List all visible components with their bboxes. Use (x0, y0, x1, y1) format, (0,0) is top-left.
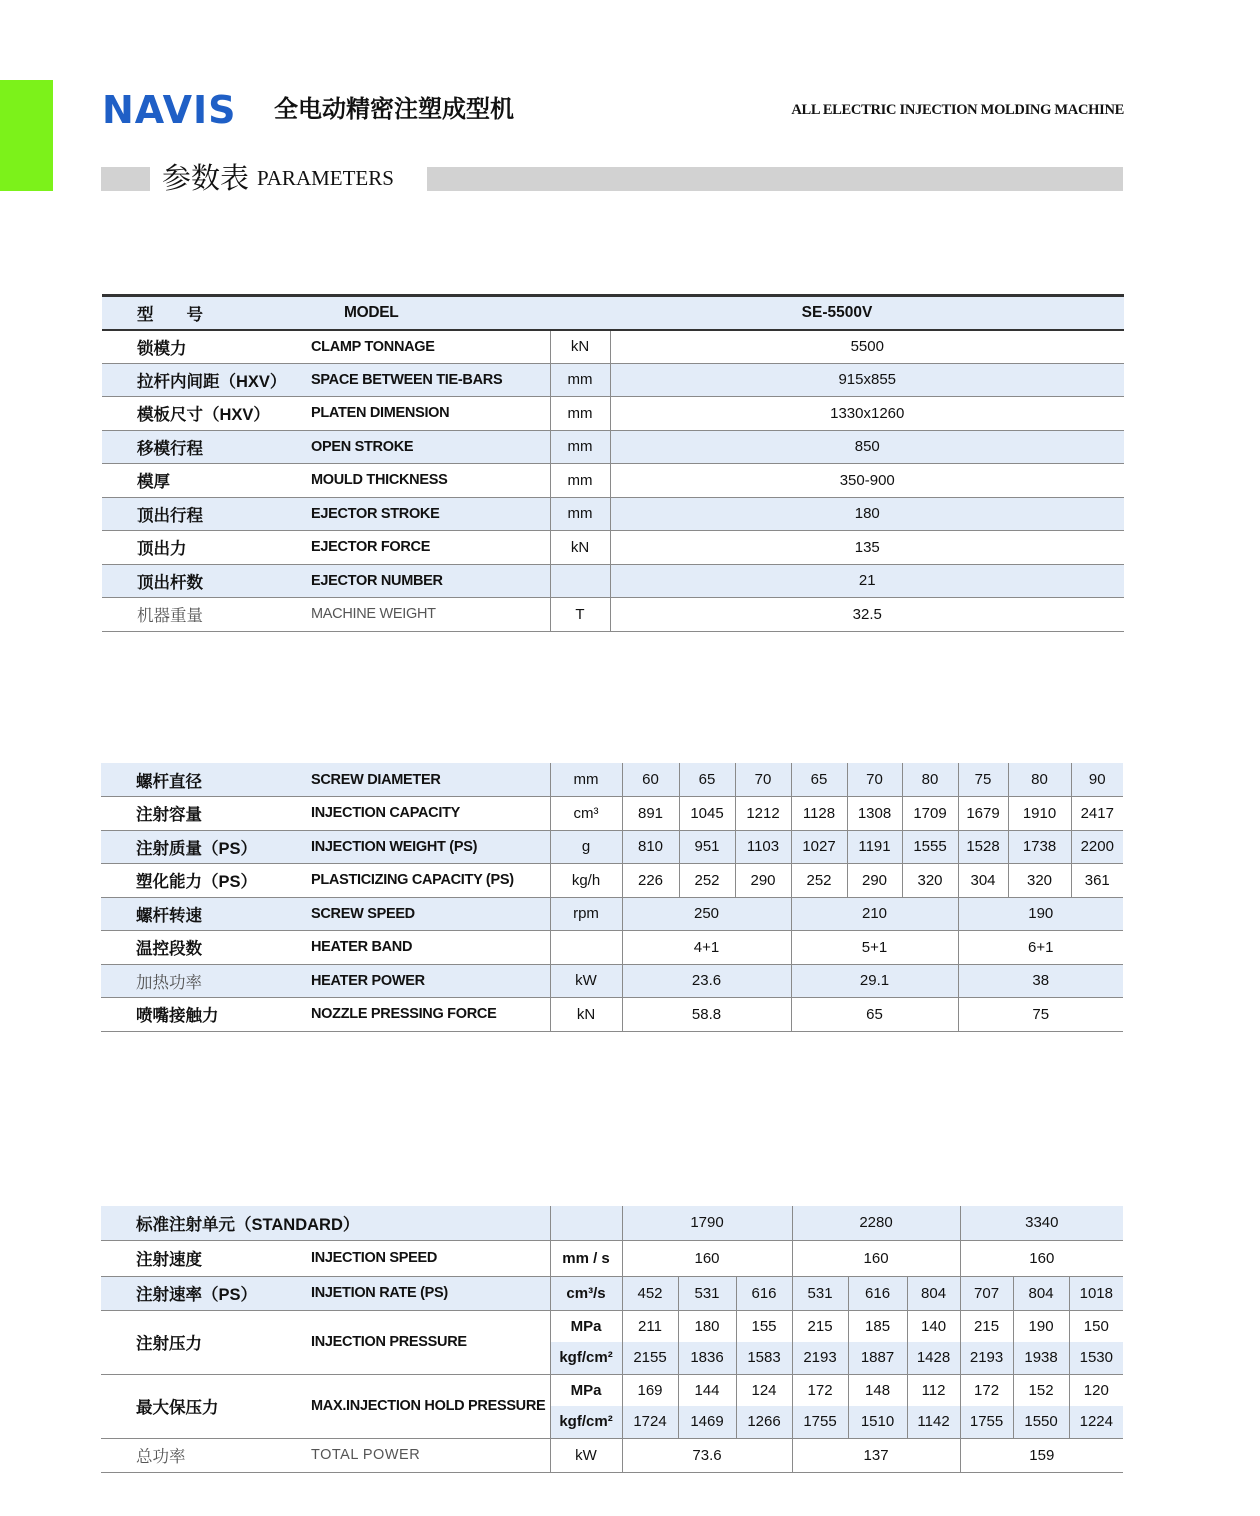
param-value: 1887 (848, 1342, 907, 1374)
param-unit: kgf/cm² (550, 1342, 622, 1374)
param-value: 1938 (1013, 1342, 1069, 1374)
param-value: 5+1 (791, 931, 958, 965)
param-unit: rpm (550, 897, 622, 931)
param-unit: mm (550, 397, 610, 431)
param-name-en: CLAMP TONNAGE (311, 330, 550, 364)
param-unit: mm (550, 763, 622, 797)
param-value: 160 (792, 1240, 960, 1276)
param-name-en: MOULD THICKNESS (311, 464, 550, 498)
param-value: 804 (1013, 1276, 1069, 1310)
screw-param-row (101, 797, 1123, 831)
param-value: 320 (1008, 864, 1071, 898)
param-value: 160 (622, 1240, 792, 1276)
param-value: 80 (1008, 763, 1071, 797)
model-label-en: MODEL (311, 296, 550, 330)
param-name-cn: 移模行程 (102, 430, 311, 464)
param-value: 304 (958, 864, 1008, 898)
param-name-en: PLATEN DIMENSION (311, 397, 550, 431)
param-unit: MPa (550, 1374, 622, 1406)
param-value: 1266 (736, 1406, 792, 1438)
param-value: 1738 (1008, 830, 1071, 864)
param-unit: mm (550, 497, 610, 531)
param-name-en: NOZZLE PRESSING FORCE (311, 998, 550, 1032)
param-name-cn: 机器重量 (102, 598, 311, 632)
param-value: 250 (622, 897, 791, 931)
param-value: 616 (848, 1276, 907, 1310)
param-row (102, 363, 1124, 397)
param-value: 252 (791, 864, 847, 898)
param-value: 2200 (1071, 830, 1123, 864)
param-name-cn: 温控段数 (101, 931, 311, 965)
param-name-cn: 塑化能力（PS） (101, 864, 311, 898)
param-value: 29.1 (791, 964, 958, 998)
param-value: 2155 (622, 1342, 678, 1374)
param-unit: kN (550, 330, 610, 364)
param-value: 350-900 (610, 464, 1124, 498)
param-value: 135 (610, 531, 1124, 565)
section-title-en: PARAMETERS (257, 166, 394, 190)
param-value: 120 (1069, 1374, 1123, 1406)
param-name-en: HEATER POWER (311, 964, 550, 998)
param-value: 252 (679, 864, 735, 898)
param-name-cn: 喷嘴接触力 (101, 998, 311, 1032)
param-unit: kW (550, 1438, 622, 1472)
param-value: 215 (960, 1310, 1013, 1342)
standard-size-value: 2280 (792, 1206, 960, 1240)
param-value: 124 (736, 1374, 792, 1406)
param-value: 1330x1260 (610, 397, 1124, 431)
heater-param-row (101, 998, 1123, 1032)
param-value: 180 (678, 1310, 736, 1342)
param-name-cn: 总功率 (101, 1438, 311, 1472)
heater-param-row (101, 931, 1123, 965)
param-value: 2417 (1071, 797, 1123, 831)
param-unit: mm (550, 430, 610, 464)
param-name-cn: 最大保压力 (101, 1374, 311, 1438)
param-name-cn: 顶出杆数 (102, 564, 311, 598)
param-value: 73.6 (622, 1438, 792, 1472)
param-value: 1045 (679, 797, 735, 831)
param-value: 951 (679, 830, 735, 864)
param-value: 1469 (678, 1406, 736, 1438)
green-side-tab (0, 80, 53, 191)
param-name-cn: 螺杆转速 (101, 897, 311, 931)
param-name-cn: 加热功率 (101, 964, 311, 998)
param-name-cn: 拉杆内间距（HXV） (102, 363, 311, 397)
heater-param-row (101, 897, 1123, 931)
param-name-cn: 注射速率（PS） (101, 1276, 311, 1310)
param-value: 1530 (1069, 1342, 1123, 1374)
param-value: 65 (791, 763, 847, 797)
param-row (102, 598, 1124, 632)
param-value: 1510 (848, 1406, 907, 1438)
param-value: 152 (1013, 1374, 1069, 1406)
param-value: 1836 (678, 1342, 736, 1374)
injection-rate-row (101, 1276, 1123, 1310)
param-value: 70 (847, 763, 902, 797)
param-row (102, 464, 1124, 498)
param-unit: mm / s (550, 1240, 622, 1276)
param-value: 65 (791, 998, 958, 1032)
param-value: 1027 (791, 830, 847, 864)
param-value: 804 (907, 1276, 960, 1310)
header-unit-blank (550, 1206, 622, 1240)
param-value: 320 (902, 864, 958, 898)
param-value: 290 (847, 864, 902, 898)
standard-header-row (101, 1206, 1123, 1240)
param-value: 1428 (907, 1342, 960, 1374)
heater-param-row (101, 964, 1123, 998)
param-unit: MPa (550, 1310, 622, 1342)
param-name-cn: 顶出力 (102, 531, 311, 565)
param-unit: kg/h (550, 864, 622, 898)
param-value: 185 (848, 1310, 907, 1342)
param-unit: kN (550, 531, 610, 565)
param-name-en: INJECTION PRESSURE (311, 1310, 550, 1374)
param-value: 1142 (907, 1406, 960, 1438)
param-name-cn: 注射速度 (101, 1240, 311, 1276)
param-value: 190 (958, 897, 1123, 931)
param-row (102, 330, 1124, 364)
param-value: 707 (960, 1276, 1013, 1310)
param-value: 1308 (847, 797, 902, 831)
param-name-cn: 螺杆直径 (101, 763, 311, 797)
param-value: 172 (792, 1374, 848, 1406)
param-name-cn: 模厚 (102, 464, 311, 498)
param-unit: mm (550, 464, 610, 498)
param-name-en: OPEN STROKE (311, 430, 550, 464)
param-value: 169 (637, 1381, 663, 1399)
param-value: 1709 (902, 797, 958, 831)
param-value: 6+1 (958, 931, 1123, 965)
title-english: ALL ELECTRIC INJECTION MOLDING MACHINE (791, 102, 1124, 118)
param-value: 140 (907, 1310, 960, 1342)
param-unit: g (550, 830, 622, 864)
param-unit: T (550, 598, 610, 632)
screw-param-row (101, 864, 1123, 898)
param-unit: cm³/s (550, 1276, 622, 1310)
param-value: 75 (958, 763, 1008, 797)
param-value: 1755 (960, 1406, 1013, 1438)
param-name-cn: 注射容量 (101, 797, 311, 831)
param-name-en: INJECTION WEIGHT (PS) (311, 830, 550, 864)
param-value: 21 (610, 564, 1124, 598)
param-name-en: PLASTICIZING CAPACITY (PS) (311, 864, 550, 898)
model-label-cn: 型 号 (102, 296, 311, 330)
section-title-cn: 参数表 (162, 161, 250, 195)
param-value: 531 (678, 1276, 736, 1310)
param-value: 90 (1071, 763, 1123, 797)
param-unit: kgf/cm² (550, 1406, 622, 1438)
param-value: 361 (1071, 864, 1123, 898)
param-value: 616 (736, 1276, 792, 1310)
param-value: 112 (907, 1374, 960, 1406)
standard-injection-table (101, 1206, 1123, 1473)
param-value: 2193 (960, 1342, 1013, 1374)
param-value: 38 (958, 964, 1123, 998)
param-value: 4+1 (622, 931, 791, 965)
param-name-cn: 注射质量（PS） (101, 830, 311, 864)
param-value: 148 (848, 1374, 907, 1406)
param-value: 210 (791, 897, 958, 931)
standard-size-value: 1790 (622, 1206, 792, 1240)
param-value: 211 (638, 1317, 662, 1335)
param-value: 891 (622, 797, 679, 831)
param-value: 70 (735, 763, 791, 797)
clamping-parameters-table (102, 294, 1124, 632)
model-header-row (102, 296, 1124, 330)
param-value: 850 (610, 430, 1124, 464)
param-name-en: INJETION RATE (PS) (311, 1276, 550, 1310)
param-value: 150 (1069, 1310, 1123, 1342)
param-name-cn: 模板尺寸（HXV） (102, 397, 311, 431)
param-value: 172 (960, 1374, 1013, 1406)
param-value: 1550 (1013, 1406, 1069, 1438)
param-name-en: INJECTION CAPACITY (311, 797, 550, 831)
section-bar-right (427, 167, 1123, 191)
param-value: 810 (622, 830, 679, 864)
section-bar-left (101, 167, 150, 191)
param-value: 1212 (735, 797, 791, 831)
param-unit (550, 564, 610, 598)
param-unit: kW (550, 964, 622, 998)
param-row (102, 497, 1124, 531)
standard-size-value: 3340 (960, 1206, 1123, 1240)
param-name-cn: 注射压力 (101, 1310, 311, 1374)
param-value: 915x855 (610, 363, 1124, 397)
param-value: 23.6 (622, 964, 791, 998)
standard-unit-label: 标准注射单元（STANDARD） (101, 1206, 550, 1240)
param-value: 226 (622, 864, 679, 898)
param-name-cn: 顶出行程 (102, 497, 311, 531)
param-value: 1528 (958, 830, 1008, 864)
param-value: 1724 (622, 1406, 678, 1438)
param-value: 531 (792, 1276, 848, 1310)
param-value: 65 (679, 763, 735, 797)
param-value: 155 (736, 1310, 792, 1342)
param-unit (550, 931, 622, 965)
param-value: 160 (960, 1240, 1123, 1276)
param-value: 1191 (847, 830, 902, 864)
screw-param-row (101, 763, 1123, 797)
param-row (102, 430, 1124, 464)
param-value: 1755 (792, 1406, 848, 1438)
screw-param-row (101, 830, 1123, 864)
param-value: 1128 (791, 797, 847, 831)
model-value: SE-5500V (550, 296, 1124, 330)
param-row (102, 531, 1124, 565)
param-name-en: TOTAL POWER (311, 1438, 550, 1472)
param-name-en: SCREW SPEED (311, 897, 550, 931)
param-value: 144 (678, 1374, 736, 1406)
param-name-en: MACHINE WEIGHT (311, 598, 550, 632)
param-value: 1224 (1069, 1406, 1123, 1438)
param-value: 1583 (736, 1342, 792, 1374)
injection-unit-table (101, 763, 1123, 1032)
section-title (162, 160, 394, 196)
navis-logo: NAVIS (102, 88, 237, 132)
param-value: 137 (792, 1438, 960, 1472)
param-name-en: EJECTOR NUMBER (311, 564, 550, 598)
param-value: 60 (622, 763, 679, 797)
param-value: 290 (735, 864, 791, 898)
param-name-en: INJECTION SPEED (311, 1240, 550, 1276)
param-value: 5500 (610, 330, 1124, 364)
param-name-en: EJECTOR FORCE (311, 531, 550, 565)
param-name-en: EJECTOR STROKE (311, 497, 550, 531)
param-row (102, 564, 1124, 598)
param-value: 1910 (1008, 797, 1071, 831)
param-value: 32.5 (610, 598, 1124, 632)
title-chinese: 全电动精密注塑成型机 (274, 94, 514, 123)
param-name-en: HEATER BAND (311, 931, 550, 965)
param-name-cn: 锁模力 (102, 330, 311, 364)
param-name-en: SPACE BETWEEN TIE-BARS (311, 363, 550, 397)
param-unit: cm³ (550, 797, 622, 831)
param-value: 58.8 (622, 998, 791, 1032)
param-value: 180 (610, 497, 1124, 531)
param-value: 1103 (735, 830, 791, 864)
hold-mpa-row (101, 1374, 1123, 1406)
param-value: 1555 (902, 830, 958, 864)
param-value: 1018 (1069, 1276, 1123, 1310)
param-value: 80 (902, 763, 958, 797)
param-row (102, 397, 1124, 431)
param-value: 452 (622, 1276, 678, 1310)
param-name-en: MAX.INJECTION HOLD PRESSURE (311, 1374, 550, 1438)
total-power-row (101, 1438, 1123, 1472)
param-value: 215 (792, 1310, 848, 1342)
param-value: 2193 (792, 1342, 848, 1374)
param-value: 190 (1013, 1310, 1069, 1342)
param-unit: mm (550, 363, 610, 397)
param-value: 75 (958, 998, 1123, 1032)
injection-speed-row (101, 1240, 1123, 1276)
param-name-en: SCREW DIAMETER (311, 763, 550, 797)
param-value: 159 (960, 1438, 1123, 1472)
param-value: 1679 (958, 797, 1008, 831)
param-unit: kN (550, 998, 622, 1032)
pressure-mpa-row (101, 1310, 1123, 1342)
